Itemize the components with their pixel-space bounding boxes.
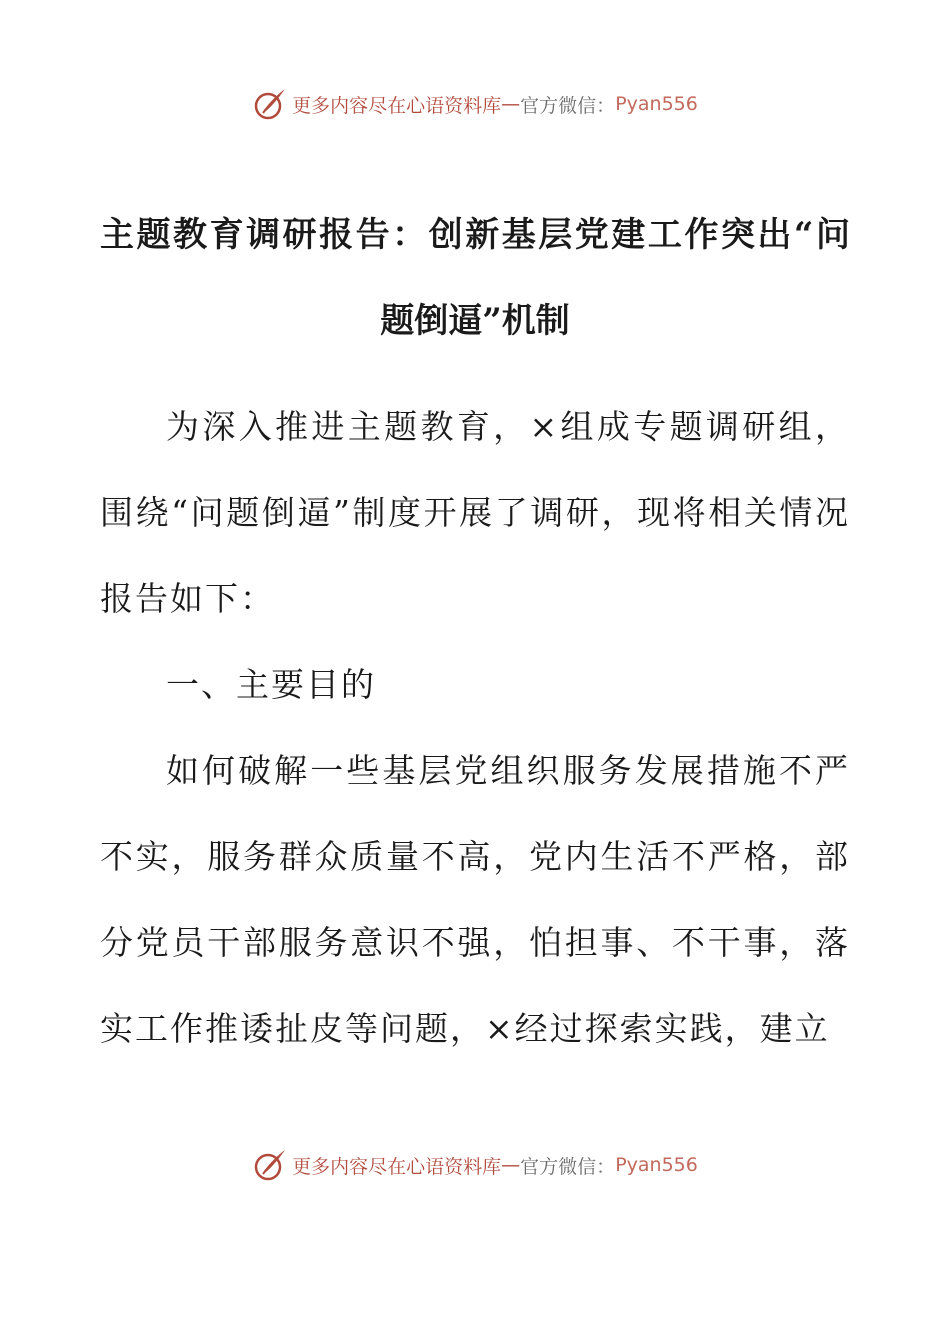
banner-text: 更多内容尽在心语资料库 [292,1155,502,1178]
banner-wechat-label: 官方微信： [520,1155,616,1178]
intro-paragraph: 为深入推进主题教育，×组成专题调研组，围绕“问题倒逼”制度开展了调研，现将相关情况报告如下： [100,407,850,618]
banner-separator: — [501,93,521,115]
document-title [100,192,850,364]
banner-wechat-id: Pyan556 [615,93,698,115]
banner-wechat-label: 官方微信： [520,94,616,117]
quill-pen-logo-icon [252,86,288,122]
banner-separator: — [501,1154,521,1176]
banner-wechat-id: Pyan556 [615,1154,698,1176]
title-line-2: 题倒逼”机制 [380,301,570,341]
footer-watermark-banner [0,1145,950,1185]
body-paragraph: 如何破解一些基层党组织服务发展措施不严不实，服务群众质量不高，党内生活不严格，部分党员干部服务意识不强，怕担事、不干事，落实工作推诿扯皮等问题，×经过探索实践，建立 [100,751,850,1048]
quill-pen-logo-icon [252,1147,288,1183]
title-line-1: 主题教育调研报告：创新基层党建工作突出“问 [100,215,850,255]
document-body [100,384,850,1072]
header-watermark-banner [0,84,950,124]
section-heading-main-purpose: 一、主要目的 [166,665,376,704]
banner-text: 更多内容尽在心语资料库 [292,94,502,117]
